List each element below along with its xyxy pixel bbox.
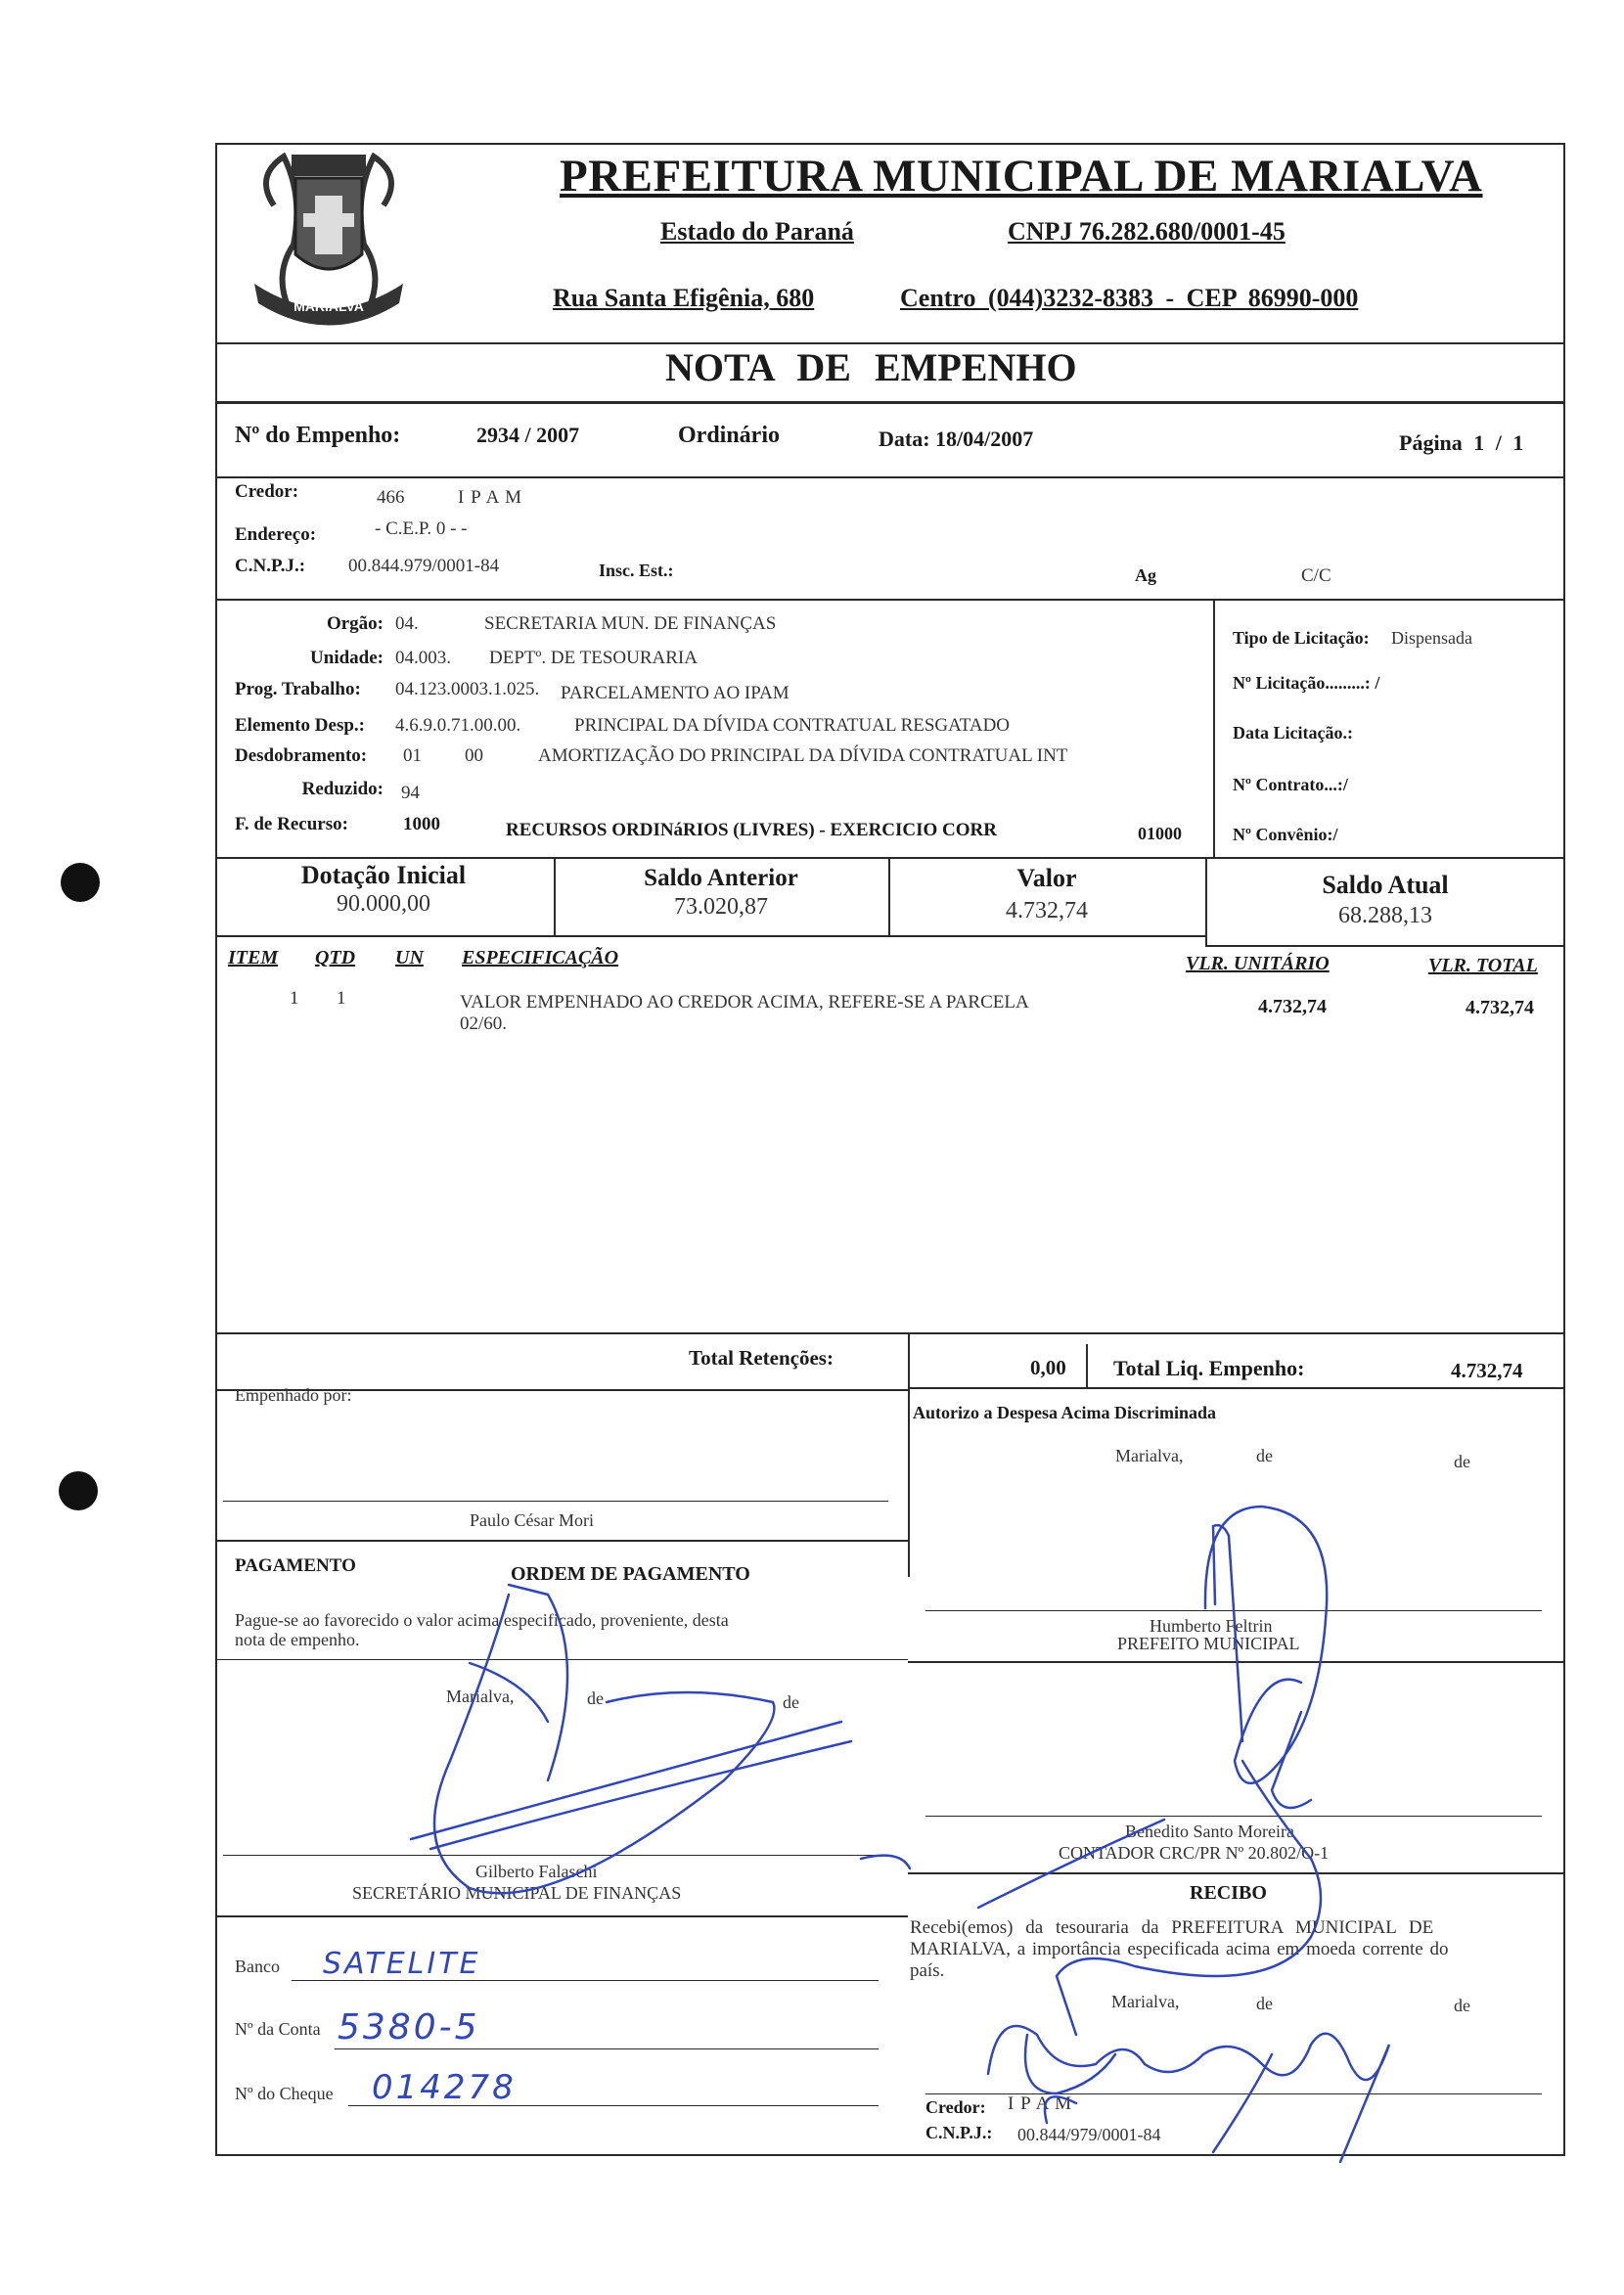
saldo-anterior-label: Saldo Anterior xyxy=(644,865,798,891)
conta-label: Nº da Conta xyxy=(235,2019,321,2039)
desd-label: Desdobramento: xyxy=(235,745,368,766)
row-espec-line1: VALOR EMPENHADO AO CREDOR ACIMA, REFERE-SE A PARCELA xyxy=(460,992,1029,1012)
autorizo-de2: de xyxy=(1454,1452,1470,1471)
ordem-pagamento-label: ORDEM DE PAGAMENTO xyxy=(511,1563,750,1585)
recibo-credor-value: I P A M xyxy=(1008,2093,1072,2114)
municipal-seal xyxy=(235,137,423,333)
payment-text-line1: Pague-se ao favorecido o valor acima especificado, proveniente, desta xyxy=(235,1610,729,1630)
payment-text-line2: nota de empenho. xyxy=(235,1630,360,1649)
header-title: PREFEITURA MUNICIPAL DE MARIALVA xyxy=(560,151,1483,202)
recibo-credor-label: Credor: xyxy=(925,2097,986,2117)
autorizo-de1: de xyxy=(1256,1446,1273,1465)
data-licitacao: Data Licitação.: xyxy=(1233,723,1353,742)
autorizo-text: Autorizo a Despesa Acima Discriminada xyxy=(913,1403,1216,1422)
recibo-city: Marialva, xyxy=(1111,1992,1180,2011)
items-header-vlr-unitario: VLR. UNITÁRIO xyxy=(1186,953,1330,974)
items-header-un: UN xyxy=(395,947,424,968)
row-vlr-total: 4.732,74 xyxy=(1466,997,1534,1018)
tipo-licitacao-label: Tipo de Licitação: xyxy=(1233,628,1370,648)
row-qtd: 1 xyxy=(337,988,346,1009)
prefeito-title: PREFEITO MUNICIPAL xyxy=(1117,1634,1300,1653)
items-header-item: ITEM xyxy=(228,947,279,968)
items-header-espec: ESPECIFICAÇÃO xyxy=(462,947,619,968)
dotacao-inicial-label: Dotação Inicial xyxy=(300,861,467,889)
elem-label: Elemento Desp.: xyxy=(235,715,365,736)
secretario-name: Gilberto Falaschi xyxy=(475,1862,598,1881)
recibo-line2: MARIALVA, a importância especificada acima em moeda corrente do xyxy=(910,1939,1449,1959)
dotacao-inicial-value: 90.000,00 xyxy=(337,891,430,917)
pagamento-label: PAGAMENTO xyxy=(235,1555,356,1576)
punch-hole-1 xyxy=(61,863,100,902)
endereco-value: - C.E.P. 0 - - xyxy=(375,518,468,539)
total-liq-label: Total Liq. Empenho: xyxy=(1113,1356,1305,1380)
total-retencoes-value: 0,00 xyxy=(1030,1356,1066,1379)
desd-desc: AMORTIZAÇÃO DO PRINCIPAL DA DÍVIDA CONTRATUAL INT xyxy=(538,745,1068,766)
fonte-code: 1000 xyxy=(403,814,440,834)
empenhado-name: Paulo César Mori xyxy=(470,1510,594,1530)
credor-name: I P A M xyxy=(458,487,522,508)
desd-code1: 01 xyxy=(403,745,422,766)
credor-code: 466 xyxy=(377,487,405,508)
prog-label: Prog. Trabalho: xyxy=(235,679,361,699)
prog-code: 04.123.0003.1.025. xyxy=(395,679,540,699)
numero-convenio: Nº Convênio:/ xyxy=(1233,825,1338,844)
conta-value: 5380-5 xyxy=(338,2007,480,2048)
autorizo-city: Marialva, xyxy=(1115,1446,1184,1465)
desd-code2: 00 xyxy=(465,745,483,766)
recibo-de2: de xyxy=(1454,1996,1470,2015)
recibo-de1: de xyxy=(1256,1994,1273,2013)
prog-desc: PARCELAMENTO AO IPAM xyxy=(561,683,789,703)
row-vlr-unitario: 4.732,74 xyxy=(1258,996,1327,1017)
numero-contrato: Nº Contrato...:/ xyxy=(1233,775,1348,794)
recibo-line3: país. xyxy=(910,1960,945,1981)
orgao-code: 04. xyxy=(395,613,419,634)
total-liq-value: 4.732,74 xyxy=(1451,1359,1523,1382)
numero-licitacao: Nº Licitação.........: / xyxy=(1233,673,1380,693)
punch-hole-2 xyxy=(59,1471,98,1510)
valor-value: 4.732,74 xyxy=(1006,898,1088,923)
recibo-cnpj-label: C.N.P.J.: xyxy=(925,2123,993,2142)
conta-line xyxy=(335,2048,879,2049)
empenho-number-label: Nº do Empenho: xyxy=(235,423,401,448)
tipo-licitacao-value: Dispensada xyxy=(1391,628,1472,648)
document-title: NOTA DE EMPENHO xyxy=(665,345,1077,389)
empenhado-label: Empenhado por: xyxy=(235,1385,352,1405)
fonte-num: 01000 xyxy=(1138,824,1182,843)
secretario-title: SECRETÁRIO MUNICIPAL DE FINANÇAS xyxy=(352,1883,682,1903)
header-cnpj: CNPJ 76.282.680/0001-45 xyxy=(1008,217,1286,246)
recibo-title: RECIBO xyxy=(1190,1882,1267,1904)
cnpj-value: 00.844.979/0001-84 xyxy=(348,556,500,576)
seal-text: MARIALVA xyxy=(293,298,364,314)
header-state: Estado do Paraná xyxy=(660,217,854,246)
page-number: Página 1 / 1 xyxy=(1399,430,1524,455)
row-espec-line2: 02/60. xyxy=(460,1013,508,1034)
recibo-line1: Recebi(emos) da tesouraria da PREFEITURA MUNICIPAL DE xyxy=(910,1917,1434,1938)
payment-de1: de xyxy=(587,1688,604,1708)
prefeito-name: Humberto Feltrin xyxy=(1150,1616,1273,1636)
contador-name: Benedito Santo Moreira xyxy=(1125,1822,1294,1841)
elem-code: 4.6.9.0.71.00.00. xyxy=(395,715,521,736)
total-retencoes-label: Total Retenções: xyxy=(689,1346,834,1370)
unidade-label: Unidade: xyxy=(310,648,383,668)
saldo-atual-value: 68.288,13 xyxy=(1338,903,1432,928)
ag-label: Ag xyxy=(1135,565,1156,585)
reduzido-label: Reduzido: xyxy=(301,779,383,799)
header-address: Centro (044)3232-8383 - CEP 86990-000 xyxy=(900,284,1359,312)
recibo-cnpj-value: 00.844/979/0001-84 xyxy=(1017,2125,1161,2144)
orgao-desc: SECRETARIA MUN. DE FINANÇAS xyxy=(484,613,777,634)
header-street: Rua Santa Efigênia, 680 xyxy=(553,284,815,312)
payment-de2: de xyxy=(783,1692,799,1712)
orgao-label: Orgão: xyxy=(326,613,383,634)
banco-value: SATELITE xyxy=(323,1947,481,1981)
cheque-label: Nº do Cheque xyxy=(235,2084,334,2103)
unidade-desc: DEPTº. DE TESOURARIA xyxy=(489,648,698,668)
items-header-qtd: QTD xyxy=(315,947,356,968)
saldo-anterior-value: 73.020,87 xyxy=(674,894,768,920)
elem-desc: PRINCIPAL DA DÍVIDA CONTRATUAL RESGATADO xyxy=(574,715,1011,736)
fonte-label: F. de Recurso: xyxy=(235,814,348,834)
cheque-value: 014278 xyxy=(372,2068,517,2107)
fonte-desc: RECURSOS ORDINáRIOS (LIVRES) - EXERCICIO CORR xyxy=(506,820,997,840)
saldo-atual-label: Saldo Atual xyxy=(1322,871,1449,899)
valor-label: Valor xyxy=(1016,864,1077,892)
empenho-type: Ordinário xyxy=(678,423,781,448)
cc-label: C/C xyxy=(1301,565,1331,586)
payment-city: Marialva, xyxy=(446,1687,515,1706)
empenho-date: Data: 18/04/2007 xyxy=(879,427,1034,451)
unidade-code: 04.003. xyxy=(395,648,451,668)
items-header-vlr-total: VLR. TOTAL xyxy=(1428,955,1538,976)
row-item: 1 xyxy=(290,988,299,1009)
endereco-label: Endereço: xyxy=(235,524,317,545)
credor-label: Credor: xyxy=(235,481,299,502)
contador-title: CONTADOR CRC/PR Nº 20.802/O-1 xyxy=(1059,1843,1330,1863)
insc-label: Insc. Est.: xyxy=(599,561,674,580)
empenho-number: 2934 / 2007 xyxy=(476,423,580,447)
cnpj-label: C.N.P.J.: xyxy=(235,556,306,576)
reduzido-value: 94 xyxy=(401,783,420,803)
banco-label: Banco xyxy=(235,1957,280,1976)
